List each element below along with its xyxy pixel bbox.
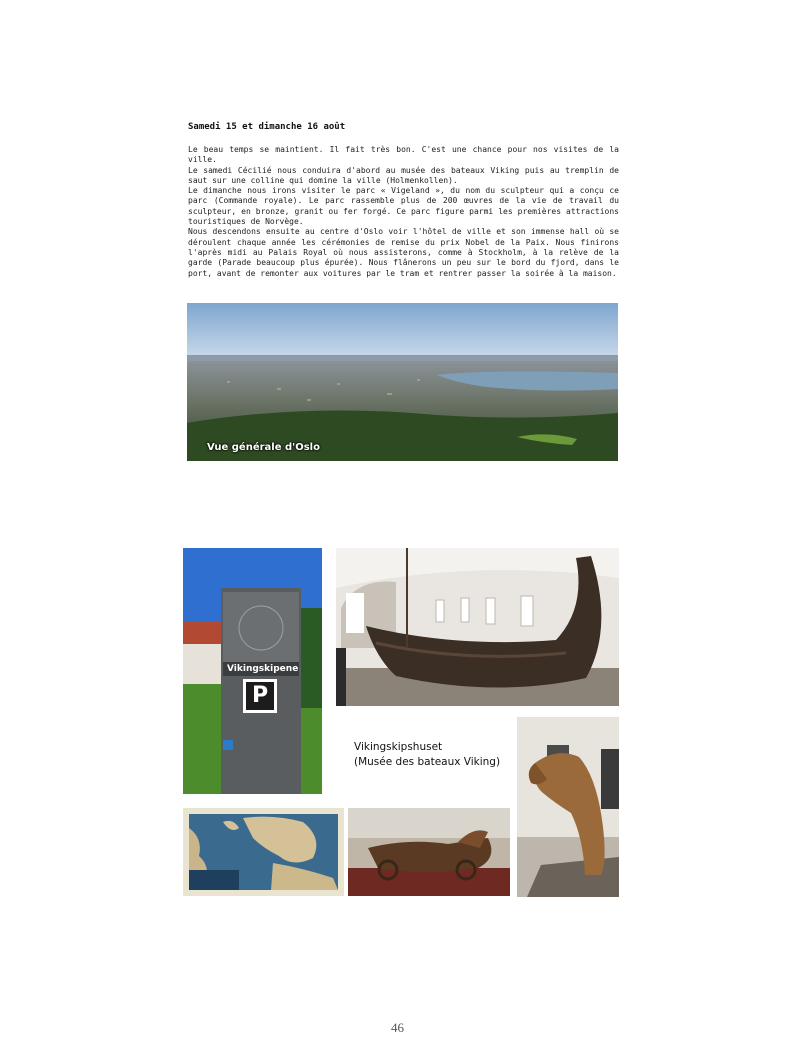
photo-caption: Vue générale d'Oslo <box>207 442 320 453</box>
paragraph: Le dimanche nous irons visiter le parc « Vigeland », du nom du sculpteur qui a conçu ce parc (Commande royale). Le parc rassemble plus de 200 œuvres de la vie de travail du sculpteur, en bronze, granit ou fer forgé. Ce parc figure parmi les premières attractions touristiques de Norvège. <box>188 186 619 227</box>
photo-carved-dragon-head <box>517 717 619 897</box>
photo-viking-map <box>183 808 344 896</box>
museum-caption <box>354 740 500 770</box>
section-heading: Samedi 15 et dimanche 16 août <box>188 122 346 132</box>
paragraph: Le samedi Cécilié nous conduira d'abord au musée des bateaux Viking puis au tremplin de saut sur une colline qui domine la ville (Holmenkollen). <box>188 165 619 185</box>
photo-oslo-panorama <box>187 303 618 461</box>
caption-line: (Musée des bateaux Viking) <box>354 756 501 768</box>
photo-viking-ship-hall <box>336 548 619 706</box>
photo-museum-sign <box>183 548 322 794</box>
paragraph: Le beau temps se maintient. Il fait très bon. C'est une chance pour nos visites de la ville. <box>188 145 619 165</box>
caption-line: Vikingskipshuset <box>354 741 443 753</box>
parking-letter: P <box>251 683 269 708</box>
photo-viking-cart <box>348 808 510 896</box>
sign-title: Vikingskipene <box>227 664 299 674</box>
body-text <box>188 145 619 279</box>
page-number: 46 <box>391 1020 404 1035</box>
paragraph: Nous descendons ensuite au centre d'Oslo voir l'hôtel de ville et son immense hall où se déroulent chaque année les cérémonies de remise du prix Nobel de la Paix. Nous finirons l'après midi au Palais Royal où nous assisterons, comme à Stockholm, à la relève de la garde (Parade beaucoup plus épurée). Nous flânerons un peu sur le bord du fjord, dans le port, avant de remonter aux voitures par le tram et rentrer passer la soirée à la maison. <box>188 227 619 278</box>
